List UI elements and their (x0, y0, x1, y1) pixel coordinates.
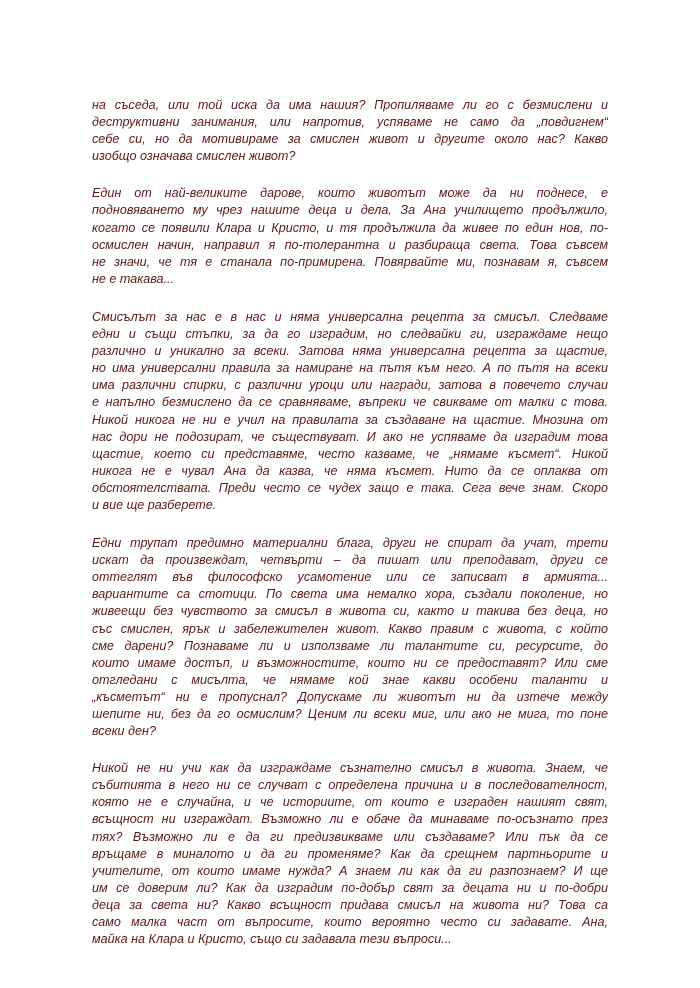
text-line: изобщо означава смислен живот? (92, 149, 296, 164)
text-line: нас дори не подозират, че съществуват. И ако не успяваме да изградим това (92, 429, 608, 444)
text-line: и вие ще разберете. (92, 497, 217, 512)
text-line: е напълно безмислено да се сравняваме, въпреки че свикваме от малки с това. (92, 395, 608, 410)
text-line: Никой не ни учи как да изграждаме съзнателно смисъл в живота. Знаем, че (92, 761, 608, 776)
text-line: със смислен, ярък и забележителен живот. Какво правим с живота, с който (92, 621, 608, 636)
text-line: има различни спирки, с различни уроци или награди, затова в повечето случаи (92, 378, 608, 393)
text-line: всъщност ни изграждат. Възможно ли е обаче да минаваме по-осъзнато през (92, 812, 608, 827)
text-line: сме дарени? Познаваме ли и използваме ли талантите си, ресурсите, до (92, 638, 608, 653)
text-line: „късметът“ ни е пропуснал? Допускаме ли животът ни да изтече между (92, 689, 608, 704)
text-line: когато се появили Клара и Кристо, и тя продължила да живее по един нов, по- (92, 220, 608, 235)
text-line: живеещи без чувството за смисъл в живота си, както и такива без деца, но (92, 604, 608, 619)
text-line: връщаме в миналото и да ги променяме? Как да срещнем партньорите и (92, 846, 608, 861)
text-line: никога не е чувал Ана да казва, че няма късмет. Нито да се оплаква от (92, 463, 608, 478)
text-line: оттеглят във философско усамотение или се записват в армията... (92, 570, 608, 585)
text-line: Един от най-великите дарове, които животът може да ни поднесе, е (92, 186, 608, 201)
text-line: Смисълът за нас е в нас и няма универсална рецепта за смисъл. Следваме (92, 309, 608, 324)
text-line: подновяването му чрез нашите деца и дела. За Ана училището продължило, (92, 203, 608, 218)
text-line: не е такава... (92, 271, 175, 286)
text-line: вариантите са стотици. По света има немалко хора, създали поколение, но (92, 587, 608, 602)
paragraph-2 (92, 185, 608, 288)
text-line: не значи, че тя е станала по-примирена. Повярвайте ми, познавам я, съвсем (92, 254, 608, 269)
body-text (92, 97, 608, 969)
paragraph-3 (92, 309, 608, 514)
text-line: деца за света ни? Какво всъщност придава смисъл на живота ни? Това са (92, 897, 608, 912)
text-line: майка на Клара и Кристо, също си задавала тези въпроси... (92, 932, 452, 947)
text-line: себе си, но да мотивираме за смислен живот и другите около нас? Какво (92, 132, 608, 147)
text-line: учителите, от които имаме нужда? А знаем ли как да ги разпознаем? И ще (92, 863, 608, 878)
text-line: всеки ден? (92, 724, 156, 739)
text-line: но има универсални правила за намиране на пътя към него. А по пътя на всеки (92, 361, 608, 376)
text-line: шепите ни, без да го осмислим? Ценим ли всеки миг, или ако не мига, то поне (92, 707, 608, 721)
paragraph-1 (92, 97, 608, 165)
text-line: им се доверим ли? Как да изградим по-добър свят за децата ни и по-добри (92, 880, 608, 895)
text-line: щастие, което си представяме, често казваме, че „нямаме късмет“. Никой (92, 446, 608, 461)
text-line: отгледани с мисълта, че нямаме кой знае какви особени таланти и (92, 672, 608, 687)
text-line: различно и уникално за всеки. Затова няма универсална рецепта за щастие, (92, 344, 608, 359)
text-line: само малка част от въпросите, които вероятно често си задавате. Ана, (92, 915, 608, 930)
text-line: тях? Възможно ли е да ги предизвикваме или създаваме? Или пък да се (92, 829, 608, 844)
text-line: Едни трупат предимно материални блага, други не спират да учат, трети (92, 536, 608, 551)
text-line: събитията в него ни се случват с определена причина и в последователност, (92, 778, 608, 793)
paragraph-5 (92, 760, 608, 948)
text-line: едни и същи стъпки, за да го изградим, но следвайки ги, изграждаме нещо (92, 327, 608, 342)
text-line: обстоятелствата. Преди често се чудех защо е така. Сега вече знам. Скоро (92, 480, 608, 495)
text-line: осмислен начин, направил я по-толерантна и разбираща света. Това съвсем (92, 237, 608, 252)
paragraph-4 (92, 535, 608, 740)
text-line: деструктивни занимания, или напротив, успяваме не само да „повдигнем“ (92, 115, 608, 130)
text-line: която не е случайна, и че историите, от които е изграден нашият свят, (92, 795, 608, 810)
text-line: на съседа, или той иска да има нашия? Пропиляваме ли го с безмислени и (92, 98, 608, 112)
text-line: Никой никога не ни е учил на правилата за създаване на щастие. Мнозина от (92, 412, 608, 427)
text-line: искат да произвеждат, четвърти – да пишат или преподават, други се (92, 553, 608, 568)
text-line: които имаме достъп, и възможностите, които ни се предоставят? Или сме (92, 655, 608, 670)
